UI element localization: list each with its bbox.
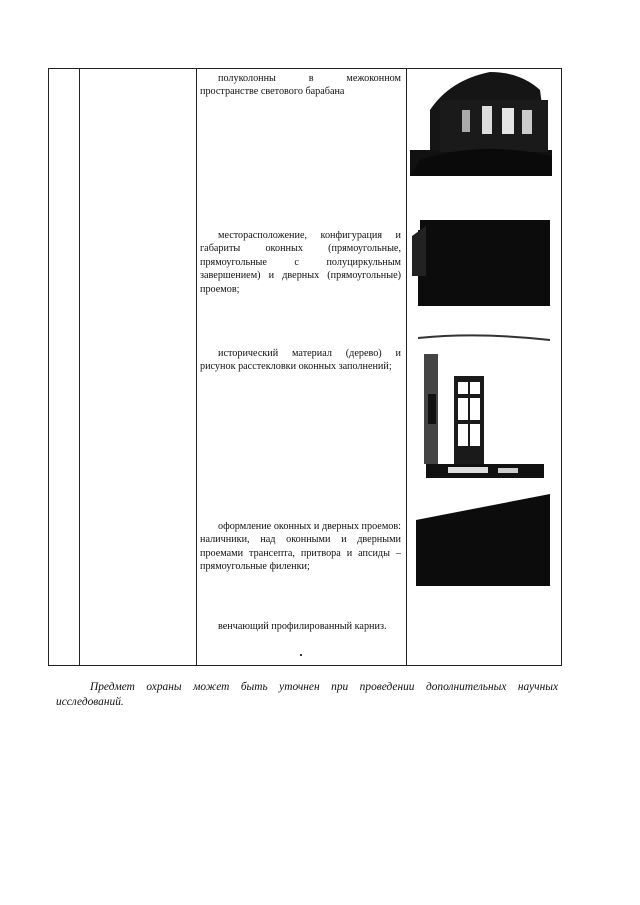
table-cell-text: венчающий профилированный карниз. [218,621,387,632]
window-photo [418,334,550,482]
footer-note: Предмет охраны может быть уточнен при проведении дополнительных научных исследований. [56,681,558,708]
dot-mark [300,654,302,656]
facade-dark-photo [412,216,550,306]
cornice-photo [416,494,550,586]
column-divider [196,69,197,665]
table-cell-text: исторический материал (дерево) и рисунок расстекловки оконных заполнений; [200,348,401,373]
column-divider [79,69,80,665]
column-divider [406,69,407,665]
dome-drum-photo [410,70,552,176]
table-cell-text: полуколонны в межоконном пространстве светового барабана [200,73,401,98]
table-cell-text: месторасположение, конфигурация и габариты оконных (прямоугольные, прямоугольные с полуциркульным завершением) и дверных (прямоугольные) проемов; [200,230,401,295]
table-cell-text: оформление оконных и дверных проемов: наличники, над оконными и дверными проемами трансепта, притвора и апсиды – прямоугольные филенки; [200,521,401,573]
